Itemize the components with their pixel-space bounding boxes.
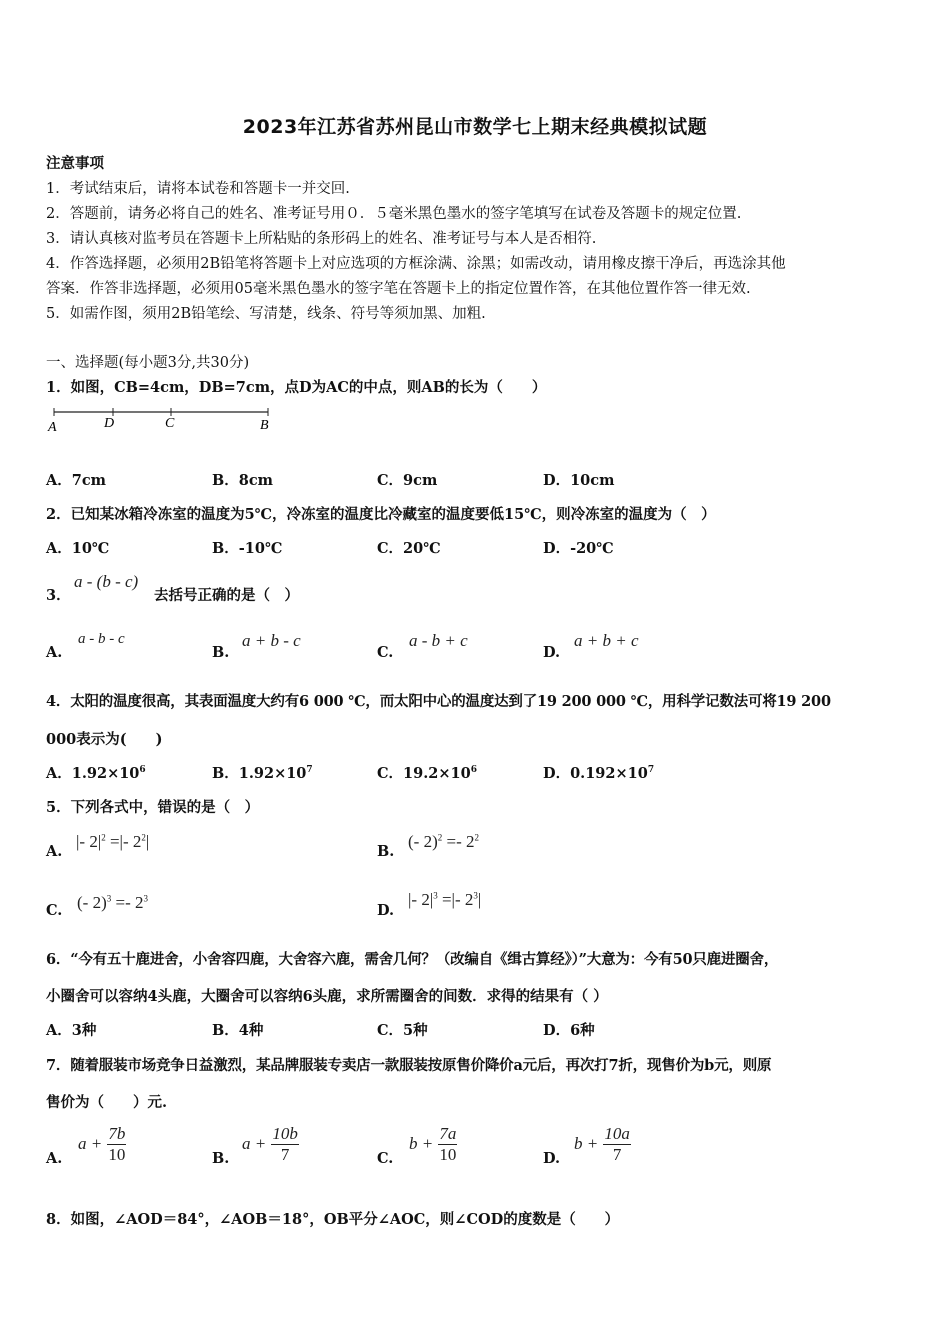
option-a-lead: a + (78, 1134, 103, 1153)
option-a-math (78, 1124, 126, 1165)
option-d-math: a + b + c (574, 631, 639, 650)
option-b: B．4种 (212, 1022, 264, 1039)
segment-figure (46, 405, 276, 435)
option-a: A. (46, 1150, 63, 1167)
option-a-math: |- $2|^2$ =|- $2^2|$ (76, 832, 150, 851)
question-3-text: 去括号正确的是（ ） (154, 587, 299, 604)
label-c: C (165, 416, 175, 431)
option-a-math: a - b - c (78, 631, 125, 647)
question-4-line-1: 4．太阳的温度很高，其表面温度大约有6 000 ℃，而太阳中心的温度达到了19 200 000 ℃，用科学记数法可将19 200 (46, 693, 831, 710)
option-b-math: (- $2)^2 =- 2^2$ (408, 832, 479, 851)
notice-item: 4．作答选择题，必须用2B铅笔将答题卡上对应选项的方框涂满、涂黑；如需改动，请用橡皮擦干净后，再选涂其他 (46, 256, 786, 272)
option-d-label: D．0.192×10 (543, 765, 648, 782)
option-b: B. (212, 1150, 230, 1167)
option-b-fraction (271, 1124, 299, 1165)
question-7-line-2: 售价为（ ）元. (46, 1094, 168, 1111)
option-b: B．8cm (212, 472, 274, 489)
option-a-label: A．1.92×10 (46, 765, 140, 782)
option-c-lead: b + (409, 1134, 434, 1153)
denominator: 10 (439, 1145, 457, 1164)
option-b (212, 762, 313, 783)
option-d (543, 762, 654, 783)
denominator: 7 (280, 1145, 290, 1164)
option-a: A. (46, 843, 63, 860)
notice-item: 2．答题前，请务必将自己的姓名、准考证号用０．５毫米黑色墨水的签字笔填写在试卷及答题卡的规定位置. (46, 206, 742, 222)
option-c-fraction (438, 1124, 457, 1165)
option-b: B．-10℃ (212, 540, 283, 557)
option-d: D. (543, 644, 561, 661)
option-a-fraction (107, 1124, 126, 1165)
option-d-math (574, 1124, 631, 1165)
notice-item: 5．如需作图，须用2B铅笔绘、写清楚，线条、符号等须加黑、加粗. (46, 306, 486, 322)
option-b: B. (377, 843, 395, 860)
question-7-line-1: 7．随着服装市场竞争日益激烈，某品牌服装专卖店一款服装按原售价降价a元后，再次打7折，现售价为b元，则原 (46, 1057, 772, 1074)
option-b-lead: a + (242, 1134, 267, 1153)
question-2: 2．已知某冰箱冷冻室的温度为5℃，冷冻室的温度比冷藏室的温度要低15℃，则冷冻室的温度为（ ） (46, 506, 716, 523)
label-a: A (48, 420, 57, 435)
option-d-math: |- $2|^3$ =|- $2^3|$ (408, 890, 482, 909)
option-c: C．20℃ (377, 540, 441, 557)
option-c-exponent: 6 (470, 765, 477, 776)
option-c: C. (46, 902, 63, 919)
option-c-math: a - b + c (409, 631, 468, 650)
question-8: 8．如图，∠AOD＝84°，∠AOB＝18°，OB平分∠AOC，则∠COD的度数是（ ） (46, 1211, 620, 1228)
notice-heading: 注意事项 (46, 155, 104, 172)
option-d: D．6种 (543, 1022, 595, 1039)
notice-item: 答案．作答非选择题，必须用05毫米黑色墨水的签字笔在答题卡上的指定位置作答，在其他位置作答一律无效. (46, 281, 751, 297)
option-d: D．10cm (543, 472, 615, 489)
question-1: 1．如图，CB=4cm，DB=7cm，点D为AC的中点，则AB的长为（ ） (46, 379, 547, 396)
question-3-expression: a - (b - c) (74, 572, 139, 591)
question-6-line-2: 小圈舍可以容纳4头鹿，大圈舍可以容纳6头鹿，求所需圈舍的间数．求得的结果有（ ） (46, 988, 608, 1005)
option-a: A．7cm (46, 472, 107, 489)
option-d: D. (543, 1150, 561, 1167)
option-d: D．-20℃ (543, 540, 614, 557)
option-b: B. (212, 644, 230, 661)
option-b-label: B．1.92×10 (212, 765, 307, 782)
option-c-label: C．19.2×10 (377, 765, 471, 782)
option-c-math: (- $2)^3 =- 2^3$ (77, 893, 148, 912)
option-a: A．10℃ (46, 540, 110, 557)
option-b-math: a + b - c (242, 631, 301, 650)
option-c: C．9cm (377, 472, 438, 489)
numerator: 7a (439, 1124, 457, 1143)
denominator: 10 (108, 1145, 126, 1164)
option-c (377, 762, 477, 783)
option-b-exponent: 7 (306, 765, 313, 776)
label-d: D (104, 416, 115, 431)
page-title: 2023年江苏省苏州昆山市数学七上期末经典模拟试题 (242, 116, 708, 138)
question-4-line-2: 000表示为( ) (46, 731, 163, 748)
option-d: D. (377, 902, 395, 919)
numerator: 10a (604, 1124, 630, 1143)
label-b: B (260, 418, 269, 433)
numerator: 7b (108, 1124, 126, 1143)
option-d-exponent: 7 (647, 765, 655, 776)
question-6-line-1: 6．“今有五十鹿进舍，小舍容四鹿，大舍容六鹿，需舍几何？（改编自《缉古算经》）”大意为：今有50只鹿进圈舍， (46, 951, 779, 968)
question-3-number: 3． (46, 587, 71, 604)
option-a-exponent: 6 (139, 765, 146, 776)
section-heading: 一、选择题(每小题3分,共30分) (46, 355, 250, 371)
option-d-lead: b + (574, 1134, 599, 1153)
denominator: 7 (612, 1145, 622, 1164)
option-a: A．3种 (46, 1022, 97, 1039)
option-a (46, 762, 146, 783)
numerator: 10b (272, 1124, 298, 1143)
question-5: 5．下列各式中，错误的是（ ） (46, 799, 260, 816)
option-d-fraction (603, 1124, 631, 1165)
notice-item: 1．考试结束后，请将本试卷和答题卡一并交回. (46, 181, 350, 197)
option-c-math (409, 1124, 457, 1165)
option-c: C. (377, 1150, 394, 1167)
notice-item: 3．请认真核对监考员在答题卡上所粘贴的条形码上的姓名、准考证号与本人是否相符. (46, 231, 597, 247)
option-a: A. (46, 644, 63, 661)
option-c: C．5种 (377, 1022, 428, 1039)
option-b-math (242, 1124, 299, 1165)
option-c: C. (377, 644, 394, 661)
